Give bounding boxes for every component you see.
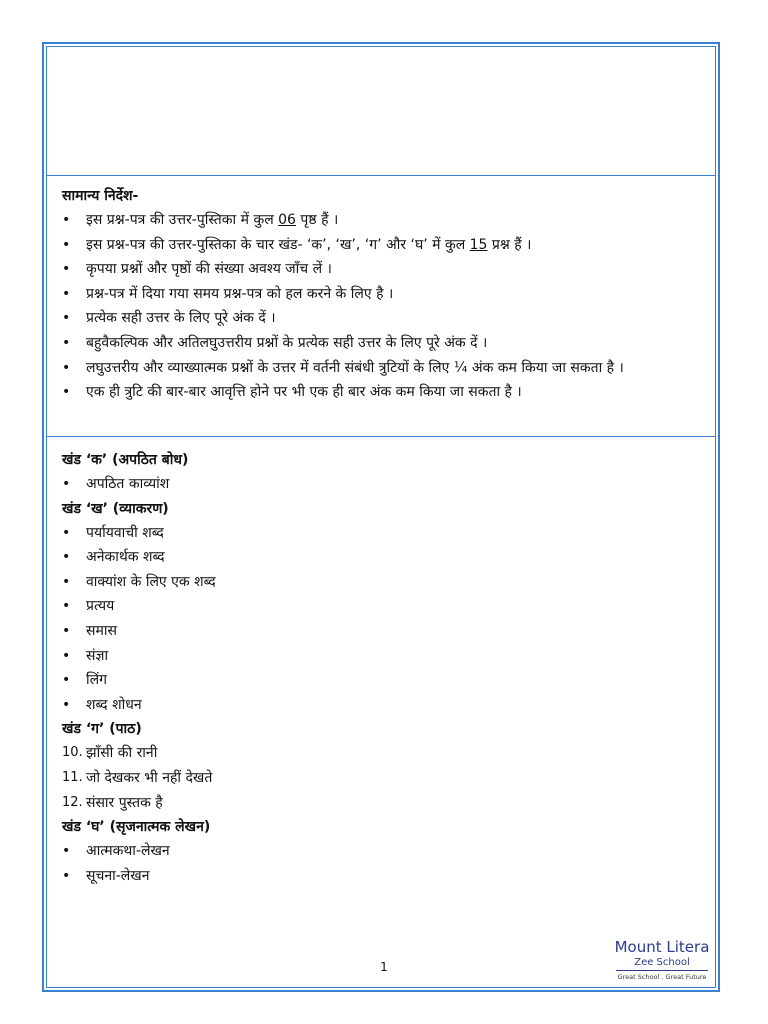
item-number: 11. — [62, 769, 83, 785]
list-item: • वाक्यांश के लिए एक शब्द — [62, 570, 702, 595]
bullet-icon: • — [62, 384, 71, 401]
instruction-item: • बहुवैकल्पिक और अतिलघुउत्तरीय प्रश्नों के प्रत्येक सही उत्तर के लिए पूरे अंक दें । — [62, 331, 702, 356]
list-item: • आत्मकथा-लेखन — [62, 839, 702, 864]
bullet-icon: • — [62, 236, 71, 253]
bullet-icon: • — [62, 573, 71, 590]
bullet-icon: • — [62, 524, 71, 541]
instruction-item: • एक ही त्रुटि की बार-बार आवृत्ति होने पर भी एक ही बार अंक कम किया जा सकता है । — [62, 380, 702, 405]
list-item: • संज्ञा — [62, 644, 702, 669]
item-number: 10. — [62, 745, 83, 761]
list-item: 12. संसार पुस्तक है — [62, 791, 702, 816]
bullet-icon: • — [62, 310, 71, 327]
logo-subtitle: Zee School — [634, 957, 690, 968]
instruction-item: • इस प्रश्न-पत्र की उत्तर-पुस्तिका के चार खंड- ‘क’, ‘ख’, ‘ग’ और ‘घ’ में कुल 15 प्रश्न हैं । — [62, 233, 702, 258]
instruction-item: • लघुउत्तरीय और व्याख्यात्मक प्रश्नों के उत्तर में वर्तनी संबंधी त्रुटियों के लिए ¼ अंक कम किया जा सकता है । — [62, 356, 702, 381]
list-item: • शब्द शोधन — [62, 693, 702, 718]
bullet-icon: • — [62, 672, 71, 689]
bullet-icon: • — [62, 696, 71, 713]
section-ka-heading: खंड ‘क’ (अपठित बोध) — [62, 452, 189, 468]
instruction-item: • प्रत्येक सही उत्तर के लिए पूरे अंक दें । — [62, 306, 702, 331]
bullet-icon: • — [62, 867, 71, 884]
list-item: 11. जो देखकर भी नहीं देखते — [62, 766, 702, 791]
list-item: • समास — [62, 619, 702, 644]
list-item: • अनेकार्थक शब्द — [62, 545, 702, 570]
list-item: • लिंग — [62, 668, 702, 693]
list-item: • प्रत्यय — [62, 594, 702, 619]
school-logo — [612, 938, 712, 982]
syllabus-sections — [62, 448, 702, 888]
bullet-icon: • — [62, 622, 71, 639]
logo-name: Mount Litera — [614, 938, 710, 956]
bullet-icon: • — [62, 598, 71, 615]
list-item: • अपठित काव्यांश — [62, 472, 702, 497]
logo-tagline: Great School . Great Future — [617, 973, 707, 981]
divider-top — [46, 175, 716, 176]
item-number: 12. — [62, 794, 83, 810]
question-count: 15 — [469, 236, 488, 253]
list-item: • पर्यायवाची शब्द — [62, 521, 702, 546]
instruction-item: • कृपया प्रश्नों और पृष्ठों की संख्या अवश्य जाँच लें । — [62, 257, 702, 282]
bullet-icon: • — [62, 212, 71, 228]
bullet-icon: • — [62, 549, 71, 566]
instruction-item: • प्रश्न-पत्र में दिया गया समय प्रश्न-पत्र को हल करने के लिए है । — [62, 282, 702, 307]
bullet-icon: • — [62, 285, 71, 302]
section-kha-heading: खंड ‘ख’ (व्याकरण) — [62, 500, 169, 517]
page-number: 1 — [380, 960, 388, 974]
instructions-heading: सामान्य निर्देश- — [62, 188, 139, 204]
list-item: 10. झाँसी की रानी — [62, 741, 702, 766]
divider-middle — [46, 436, 716, 437]
page-count: 06 — [278, 212, 296, 228]
list-item: • सूचना-लेखन — [62, 864, 702, 889]
bullet-icon: • — [62, 334, 71, 351]
bullet-icon: • — [62, 647, 71, 664]
section-ga-heading: खंड ‘ग’ (पाठ) — [62, 721, 142, 738]
section-gha-heading: खंड ‘घ’ (सृजनात्मक लेखन) — [62, 819, 211, 836]
instruction-item: • इस प्रश्न-पत्र की उत्तर-पुस्तिका में कुल 06 पृष्ठ हैं । — [62, 208, 702, 233]
general-instructions — [62, 184, 702, 405]
bullet-icon: • — [62, 843, 71, 860]
bullet-icon: • — [62, 261, 71, 278]
bullet-icon: • — [62, 476, 71, 492]
logo-rule — [616, 970, 708, 971]
bullet-icon: • — [62, 359, 71, 376]
